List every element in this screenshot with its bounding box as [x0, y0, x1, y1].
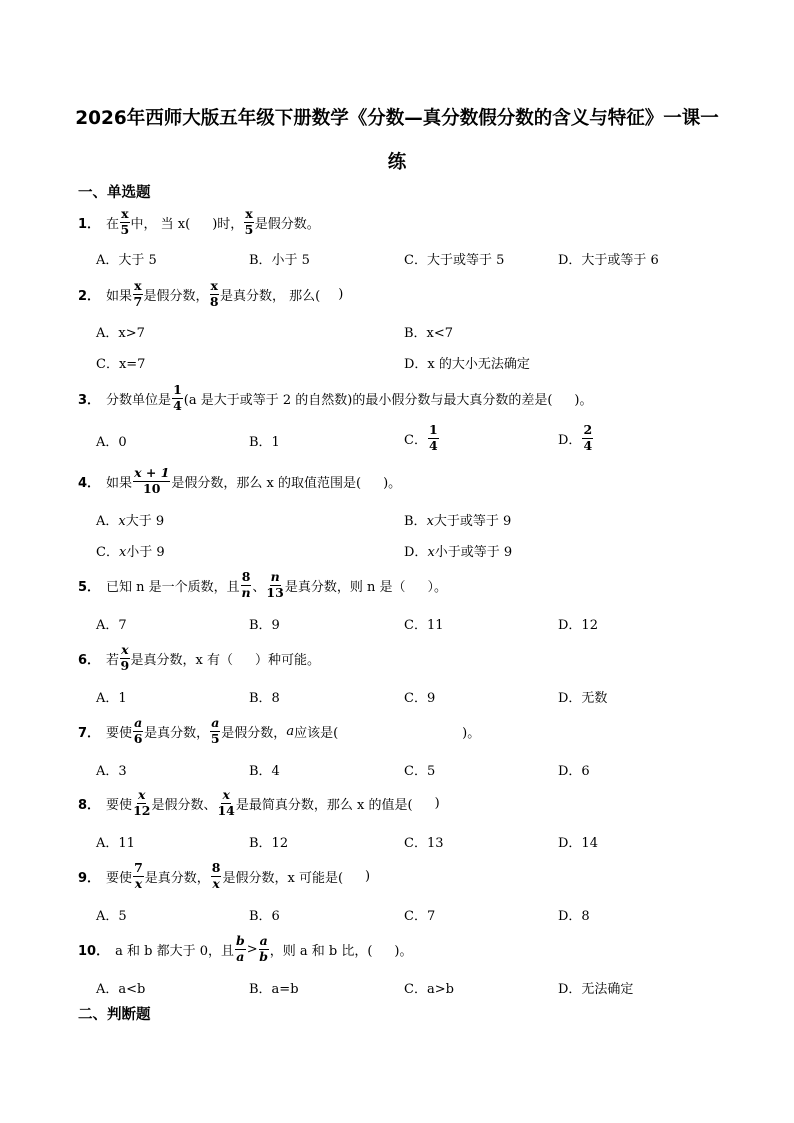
fraction [217, 789, 234, 817]
option-c[interactable] [404, 424, 440, 452]
denominator: a [236, 948, 245, 964]
question-text: ) [338, 286, 344, 302]
question-10 [78, 934, 413, 964]
denominator: 4 [173, 397, 182, 413]
fraction [241, 571, 252, 599]
option-a[interactable]: A．11 [96, 836, 135, 851]
question-text: a 和 b 都大于 0，且 [115, 943, 234, 959]
option-c[interactable]: C．a>b [404, 982, 454, 997]
numerator: x [222, 787, 230, 802]
question-1 [78, 207, 320, 237]
denominator: 4 [428, 437, 438, 453]
option-d[interactable]: D．8 [558, 909, 590, 924]
option-b[interactable]: B．8 [249, 691, 280, 706]
question-text: 是假分数，那么 x 的取值范围是( [171, 475, 362, 491]
question-3 [78, 383, 592, 413]
option-d[interactable] [404, 541, 512, 560]
option-text: 大于或等于 9 [433, 514, 512, 529]
question-text: )。 [462, 725, 481, 741]
question-9 [78, 861, 370, 891]
option-b[interactable]: B．1 [249, 435, 280, 450]
denominator: 5 [120, 221, 130, 237]
option-a[interactable]: A．x>7 [96, 326, 145, 341]
fraction [266, 571, 283, 599]
option-d[interactable]: D．12 [558, 618, 598, 633]
option-b[interactable]: B．6 [249, 909, 280, 924]
numerator: x [138, 787, 146, 802]
question-text: )时， [212, 216, 244, 232]
option-a[interactable] [96, 510, 164, 529]
question-text: 要使 [106, 797, 133, 813]
numerator: a [211, 715, 220, 730]
option-b[interactable]: B．4 [249, 764, 280, 779]
question-number: 4． [78, 475, 101, 491]
option-b[interactable]: B．9 [249, 618, 280, 633]
question-text: )。 [383, 475, 402, 491]
question-number: 7． [78, 725, 101, 741]
fraction [582, 424, 593, 452]
denominator: 7 [133, 293, 143, 309]
question-text: 分数单位是 [106, 392, 172, 408]
option-label: A． [96, 514, 119, 529]
question-text: 要使 [106, 725, 133, 741]
question-number: 1． [78, 216, 101, 232]
question-5 [78, 570, 447, 600]
question-text: 在 [106, 216, 120, 232]
option-label: C． [96, 545, 119, 560]
numerator: 7 [134, 860, 143, 875]
fraction [120, 644, 129, 672]
option-a[interactable]: A．3 [96, 764, 127, 779]
question-6 [78, 643, 320, 673]
question-text: 已知 n 是一个质数，且 [106, 579, 240, 595]
question-text: 若 [106, 652, 120, 668]
option-a[interactable]: A．7 [96, 618, 127, 633]
option-c[interactable]: C．7 [404, 909, 436, 924]
option-b[interactable]: B．x<7 [404, 326, 454, 341]
question-text: 、 [252, 579, 266, 595]
denominator: 5 [210, 730, 220, 746]
numerator: x [121, 206, 129, 221]
question-number: 3． [78, 392, 101, 408]
numerator: x [121, 642, 129, 657]
question-8 [78, 788, 440, 818]
denominator: 12 [133, 802, 151, 818]
denominator: n [241, 584, 251, 600]
option-c[interactable]: C．5 [404, 764, 436, 779]
fraction [172, 384, 183, 412]
question-text: 是假分数， [143, 288, 209, 304]
variable: a [286, 723, 295, 739]
numerator: 2 [583, 422, 593, 437]
numerator: a [134, 715, 143, 730]
question-text: 是真分数， [144, 870, 210, 886]
question-text: 是真分数，x 有（ [130, 652, 233, 668]
numerator: x [210, 278, 218, 293]
question-7 [78, 716, 480, 746]
numerator: b [235, 933, 245, 948]
variable: x [426, 514, 434, 529]
option-c[interactable]: C．x=7 [96, 357, 146, 372]
fraction [133, 862, 144, 890]
numerator: 1 [428, 422, 438, 437]
fraction [211, 862, 222, 890]
question-text: 应该是( [294, 725, 339, 741]
option-label: D． [404, 545, 428, 560]
question-number: 8． [78, 797, 101, 813]
question-text: ) [434, 795, 440, 811]
option-b[interactable]: B．12 [249, 836, 289, 851]
question-number: 2． [78, 288, 101, 304]
section-heading-single-choice: 一、单选题 [78, 185, 151, 201]
numerator: x [134, 278, 142, 293]
question-text: ）。 [427, 579, 447, 595]
numerator: n [270, 569, 280, 584]
greater-than-sign: > [246, 941, 258, 957]
option-a[interactable]: A．大于 5 [96, 253, 157, 268]
denominator: 14 [217, 802, 235, 818]
numerator: 8 [241, 569, 251, 584]
variable: x [118, 545, 127, 560]
option-c[interactable]: C．11 [404, 618, 444, 633]
option-c[interactable]: C．大于或等于 5 [404, 253, 505, 268]
option-a[interactable]: A．1 [96, 691, 127, 706]
option-d[interactable]: D．大于或等于 6 [558, 253, 659, 268]
fraction [210, 280, 219, 308]
denominator: 9 [120, 657, 130, 673]
fraction [210, 717, 220, 745]
fraction [133, 717, 143, 745]
fraction [428, 424, 439, 452]
fraction [133, 280, 142, 308]
option-text: 小于或等于 9 [434, 545, 513, 560]
option-d[interactable]: D．x 的大小无法确定 [404, 357, 530, 372]
question-text: 是最简真分数，那么 x 的值是( [235, 797, 413, 813]
fraction [244, 208, 253, 236]
denominator: 6 [133, 730, 143, 746]
question-number: 9． [78, 870, 101, 886]
fraction [133, 789, 150, 817]
question-text: (a 是大于或等于 2 的自然数)的最小假分数与最大真分数的差是( [183, 392, 553, 408]
option-d[interactable]: D．无法确定 [558, 982, 634, 997]
option-d[interactable] [558, 424, 594, 452]
question-4 [78, 466, 401, 496]
option-c[interactable] [96, 541, 165, 560]
variable: x [427, 545, 435, 560]
denominator: x [134, 875, 143, 891]
denominator: b [259, 948, 269, 964]
option-a[interactable]: A．5 [96, 909, 127, 924]
fraction [259, 935, 269, 963]
numerator: x + 1 [134, 465, 170, 480]
question-number: 6． [78, 652, 101, 668]
question-text: ，则 a 和 b 比，( [269, 943, 373, 959]
numerator: 1 [173, 382, 182, 397]
question-text: 如果 [106, 288, 133, 304]
denominator: x [212, 875, 220, 891]
question-text: )。 [394, 943, 413, 959]
option-d[interactable]: D．14 [558, 836, 598, 851]
document-title-line-1: 2026年西师大版五年级下册数学《分数—真分数假分数的含义与特征》一课一 [75, 108, 719, 129]
option-label: D． [558, 432, 582, 448]
question-text: 是假分数、 [151, 797, 217, 813]
question-text: 是真分数， 那么( [219, 288, 321, 304]
option-text: 小于 9 [126, 545, 165, 560]
variable: x [118, 514, 126, 529]
option-b[interactable]: B．a=b [249, 982, 299, 997]
question-text: 要使 [106, 870, 133, 886]
numerator: a [259, 933, 268, 948]
fraction [120, 208, 129, 236]
option-label: B． [404, 514, 427, 529]
option-label: C． [404, 432, 427, 448]
question-text: 中， 当 x( [130, 216, 191, 232]
document-title-line-2: 练 [387, 152, 407, 173]
question-text: )。 [574, 392, 593, 408]
question-text: 是真分数， [144, 725, 210, 741]
question-number: 5． [78, 579, 101, 595]
option-d[interactable]: D．6 [558, 764, 590, 779]
option-a[interactable]: A．a<b [96, 982, 146, 997]
question-text: ）种可能。 [254, 652, 320, 668]
option-text: 大于 9 [125, 514, 165, 529]
denominator: 13 [266, 584, 284, 600]
denominator: 4 [583, 437, 593, 453]
option-c[interactable]: C．13 [404, 836, 444, 851]
denominator: 10 [143, 480, 161, 496]
option-c[interactable]: C．9 [404, 691, 436, 706]
option-d[interactable]: D．无数 [558, 691, 608, 706]
numerator: 8 [211, 860, 221, 875]
question-text: 是真分数，则 n 是（ [284, 579, 406, 595]
option-b[interactable]: B．小于 5 [249, 253, 310, 268]
numerator: x [245, 206, 253, 221]
option-a[interactable]: A．0 [96, 435, 127, 450]
question-text: 是假分数。 [254, 216, 320, 232]
question-text: ) [365, 868, 371, 884]
fraction [235, 935, 246, 963]
question-number: 10． [78, 943, 110, 959]
question-2 [78, 279, 343, 309]
fraction [133, 467, 170, 495]
option-b[interactable] [404, 510, 511, 529]
denominator: 5 [244, 221, 254, 237]
question-text: 是假分数，x 可能是( [222, 870, 344, 886]
section-heading-true-false: 二、判断题 [78, 1007, 151, 1023]
question-text: 如果 [106, 475, 133, 491]
denominator: 8 [209, 293, 219, 309]
question-text: 是假分数， [221, 725, 287, 741]
